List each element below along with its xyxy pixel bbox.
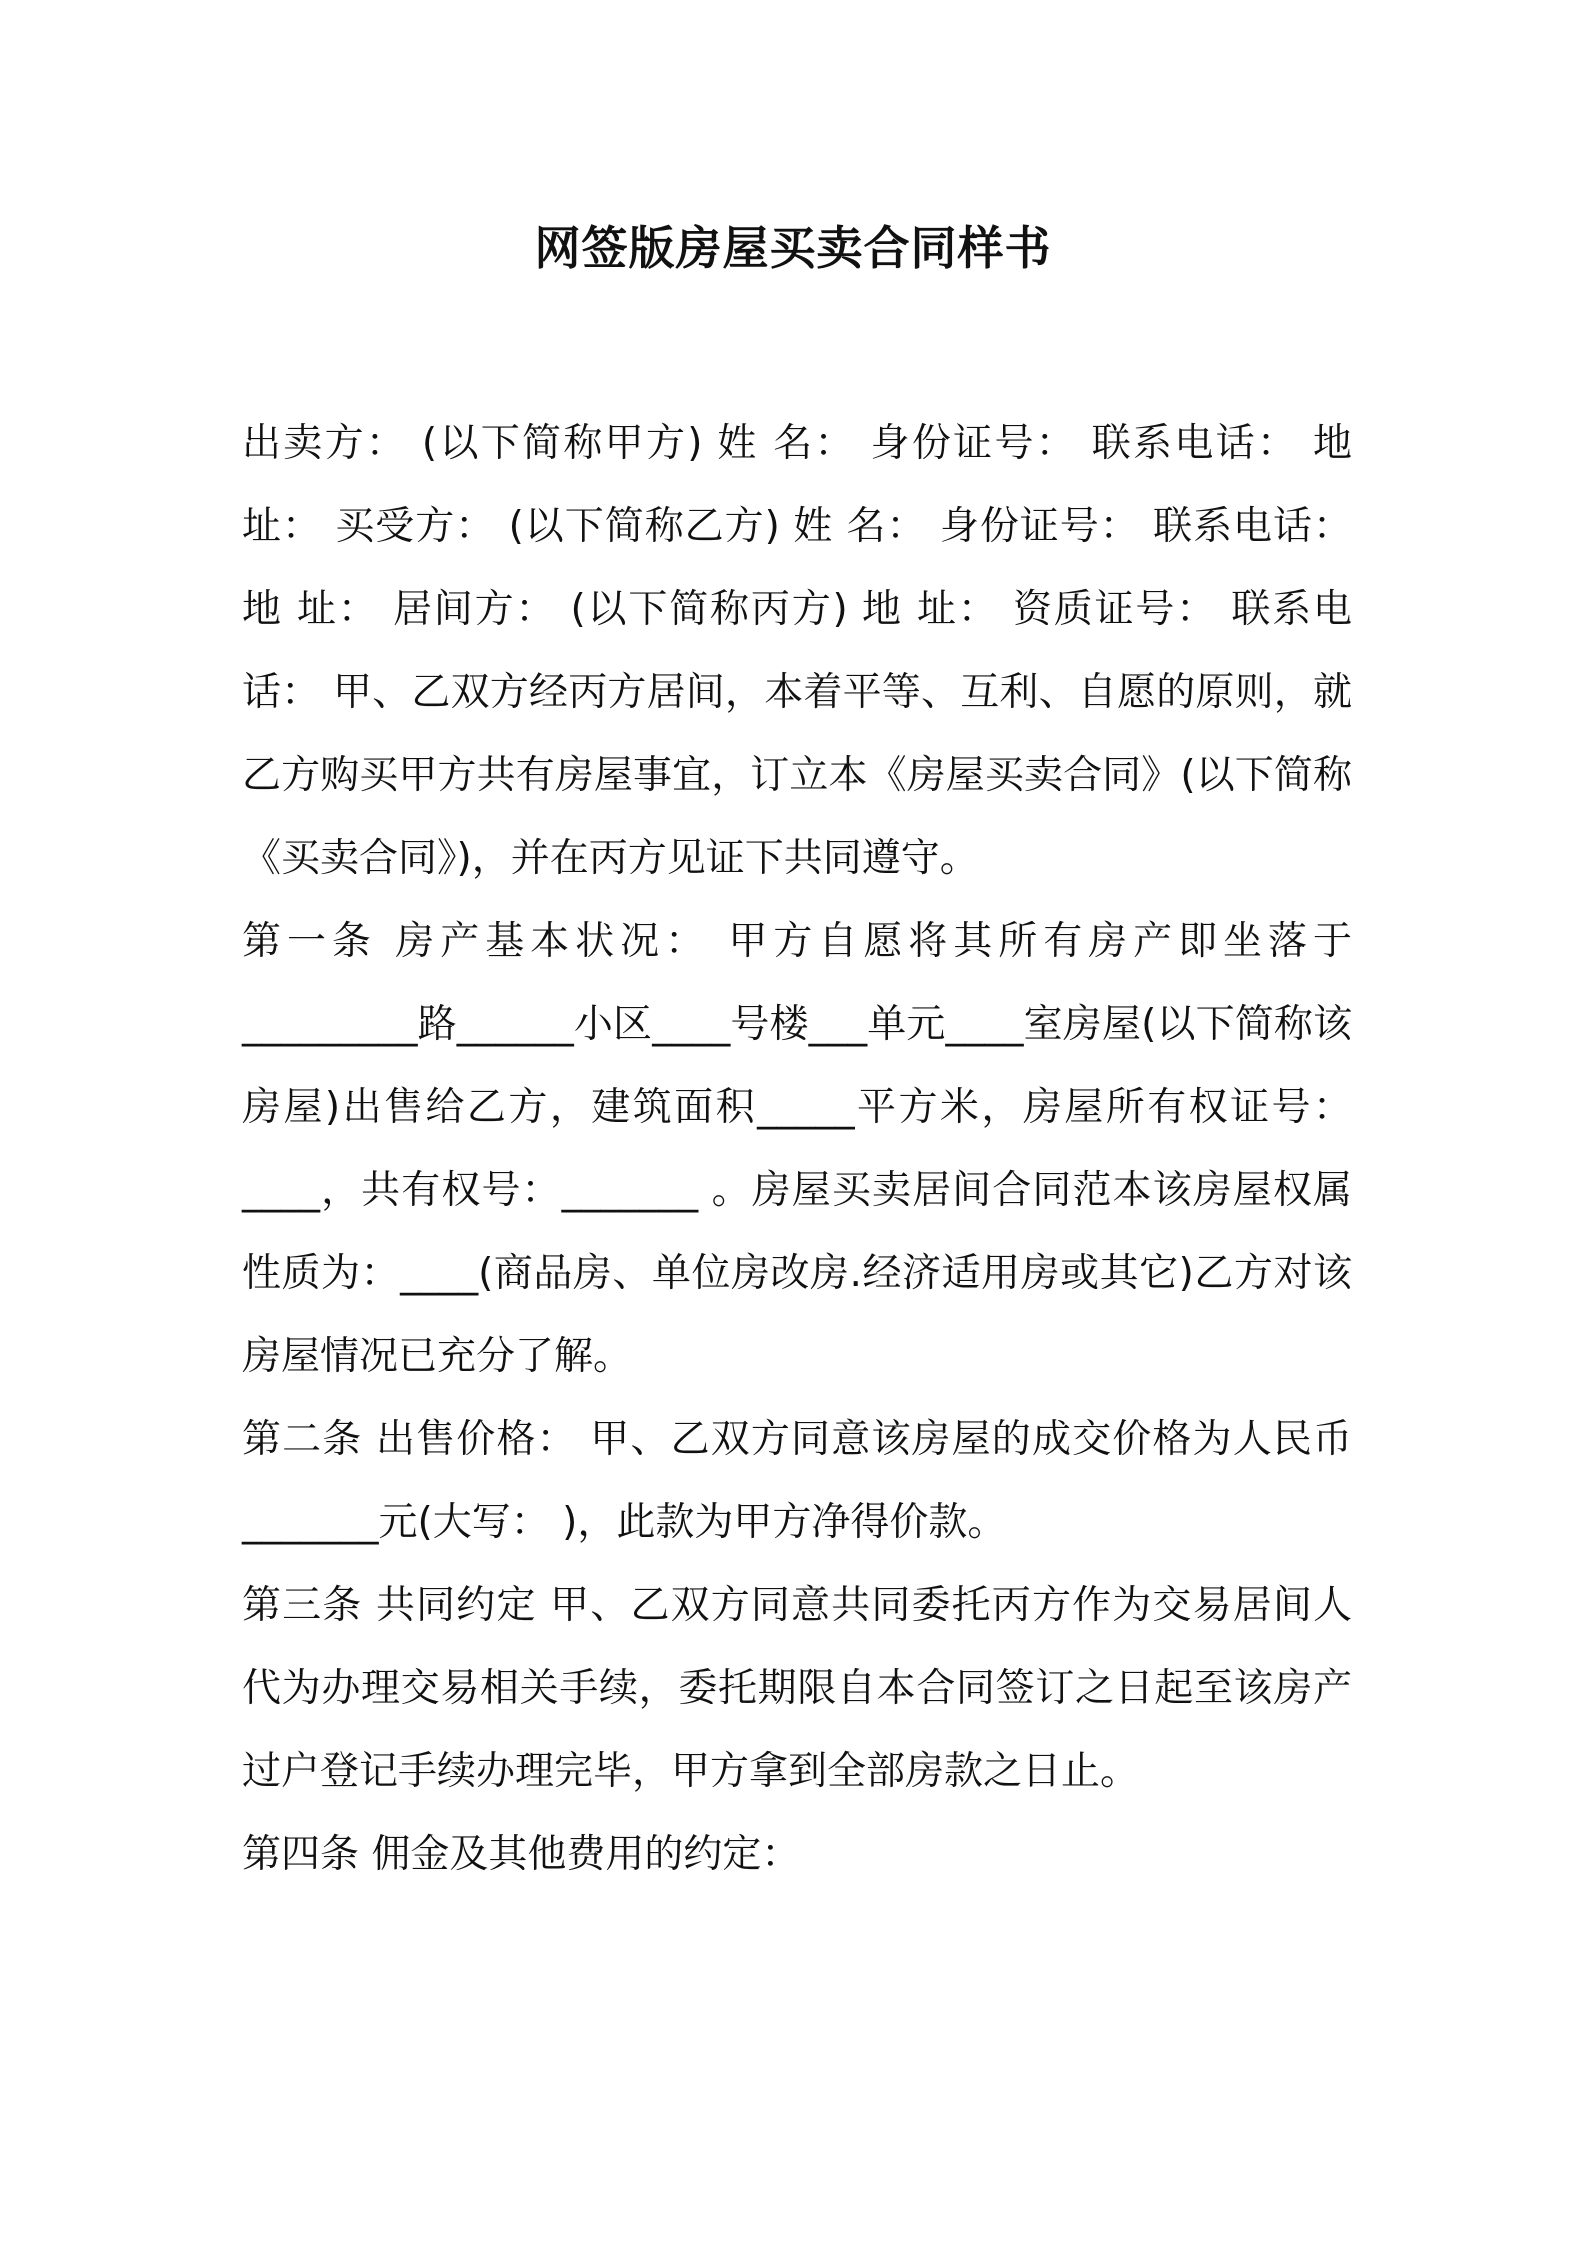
paragraph-article-4: 第四条 佣金及其他费用的约定： xyxy=(242,1832,801,1877)
document-title: 网签版房屋买卖合同样书 xyxy=(534,221,1052,275)
paragraph-article-2: 第二条 出售价格： 甲、乙双方同意该房屋的成交价格为人民币_______元(大写： )，此款为甲方净得价款。 xyxy=(242,1417,1352,1545)
paragraph-parties: 出卖方： (以下简称甲方) 姓 名： 身份证号： 联系电话： 地址： 买受方： (以下简称乙方) 姓 名： 身份证号： 联系电话： 地 址： 居间方： (以下简称丙方) 地 址： 资质证号： 联系电话： 甲、乙双方经丙方居间，本着平等、互利、自愿的原则，就乙方购买甲方共有房屋事宜，订立本《房屋买卖合同》(以下简称《买卖合同》)，并在丙方见证下共同遵守。 xyxy=(242,421,1352,881)
document-body xyxy=(242,402,1352,1896)
paragraph-article-3: 第三条 共同约定 甲、乙双方同意共同委托丙方作为交易居间人代为办理交易相关手续，委托期限自本合同签订之日起至该房产过户登记手续办理完毕，甲方拿到全部房款之日止。 xyxy=(242,1583,1352,1794)
paragraph-article-1: 第一条 房产基本状况： 甲方自愿将其所有房产即坐落于_________路______小区____号楼___单元____室房屋(以下简称该房屋)出售给乙方，建筑面积_____平方米，房屋所有权证号：____，共有权号：_______ 。房屋买卖居间合同范本该房屋权属性质为：____(商品房、单位房改房.经济适用房或其它)乙方对该房屋情况已充分了解。 xyxy=(242,919,1352,1379)
